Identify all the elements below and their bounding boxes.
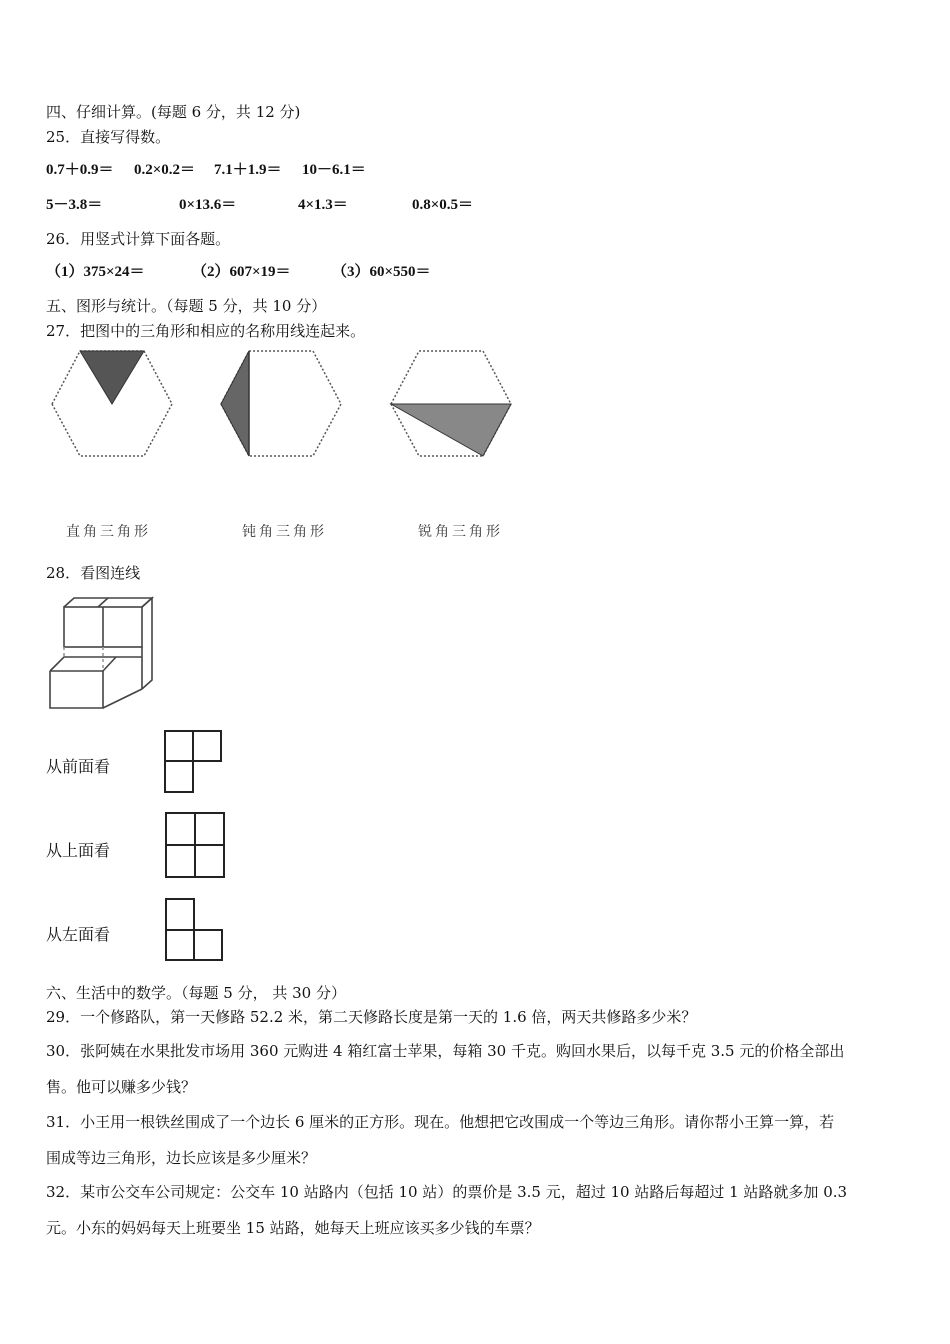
label-obtuse-triangle: 钝角三角形: [242, 524, 327, 540]
calc-row-1: [46, 160, 646, 182]
calc-item: 5－3.8＝: [46, 197, 103, 213]
question-28: 28．看图连线: [46, 564, 141, 582]
left-view-grid: [163, 896, 227, 964]
q26-items: [46, 262, 646, 284]
question-32-line1: 32．某市公交车公司规定：公交车 10 站路内（包括 10 站）的票价是 3.5 元，超过 10 站路后每超过 1 站路就多加 0.3: [46, 1183, 848, 1201]
top-view-grid: [163, 810, 229, 880]
section4-heading: 四、仔细计算。(每题 6 分，共 12 分): [46, 103, 301, 121]
hexagon-obtuse-triangle-figure: [219, 348, 345, 460]
question-27: 27．把图中的三角形和相应的名称用线连起来。: [46, 322, 366, 340]
section5-heading: 五、图形与统计。（每题 5 分，共 10 分）: [46, 297, 327, 315]
question-31-line1: 31．小王用一根铁丝围成了一个边长 6 厘米的正方形。现在。他想把它改围成一个等边三角形。请你帮小王算一算，若: [46, 1113, 835, 1131]
hexagon-acute-triangle-figure: [389, 348, 515, 460]
view-label-front: 从前面看: [46, 757, 111, 776]
question-30-line1: 30．张阿姨在水果批发市场用 360 元购进 4 箱红富士苹果，每箱 30 千克。购回水果后，以每千克 3.5 元的价格全部出: [46, 1042, 845, 1060]
calc-item: 0.2×0.2＝: [134, 162, 196, 178]
section6-heading: 六、生活中的数学。（每题 5 分， 共 30 分）: [46, 984, 346, 1002]
calc-item: 7.1＋1.9＝: [214, 162, 282, 178]
calc-item: 4×1.3＝: [298, 197, 348, 213]
hexagon-right-triangle-figure: [50, 348, 175, 460]
calc-item: 0×13.6＝: [179, 197, 237, 213]
question-26: 26．用竖式计算下面各题。: [46, 230, 231, 248]
front-view-grid: [162, 728, 226, 796]
calc-row-2: [46, 195, 646, 217]
calc-item: 0.7＋0.9＝: [46, 162, 114, 178]
vertical-calc-item: （3）60×550＝: [332, 264, 431, 280]
view-label-left: 从左面看: [46, 925, 111, 944]
cube-stack-figure: [46, 595, 158, 713]
question-30-line2: 售。他可以赚多少钱？: [46, 1078, 197, 1096]
question-25: 25．直接写得数。: [46, 128, 171, 146]
calc-item: 10－6.1＝: [302, 162, 366, 178]
question-29: 29．一个修路队，第一天修路 52.2 米，第二天修路长度是第一天的 1.6 倍，两天共修路多少米？: [46, 1008, 697, 1026]
view-label-top: 从上面看: [46, 841, 111, 860]
label-acute-triangle: 锐角三角形: [418, 524, 503, 540]
label-right-triangle: 直角三角形: [66, 524, 151, 540]
calc-item: 0.8×0.5＝: [412, 197, 474, 213]
question-31-line2: 围成等边三角形，边长应该是多少厘米？: [46, 1149, 317, 1167]
vertical-calc-item: （1）375×24＝: [46, 264, 145, 280]
question-32-line2: 元。小东的妈妈每天上班要坐 15 站路，她每天上班应该买多少钱的车票？: [46, 1219, 540, 1237]
vertical-calc-item: （2）607×19＝: [192, 264, 291, 280]
